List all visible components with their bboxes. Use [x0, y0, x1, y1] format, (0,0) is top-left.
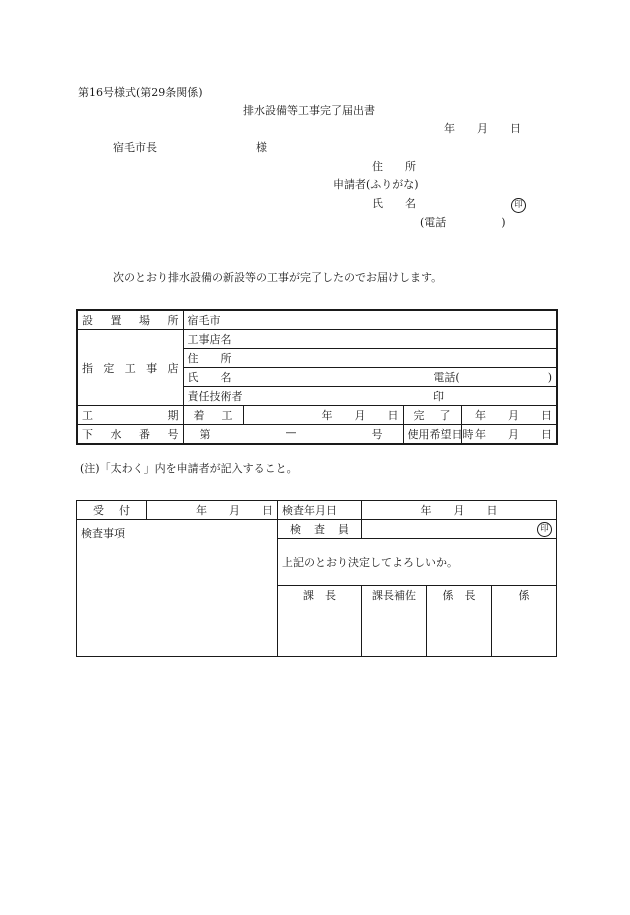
submission-date: 年 月 日 — [444, 122, 521, 135]
sewer-number-field[interactable] — [183, 425, 403, 445]
table-row — [77, 330, 557, 349]
document-title: 排水設備等工事完了届出書 — [243, 104, 375, 117]
inspector-field[interactable] — [362, 520, 557, 539]
use-date-field[interactable]: 年 月 日 — [461, 425, 557, 445]
applicant-address-label: 住 所 — [372, 160, 416, 173]
contractor-person-field[interactable] — [183, 368, 557, 387]
engineer-label: 責任技術者 — [187, 390, 243, 403]
inspection-date-field[interactable]: 年 月 日 — [362, 501, 557, 520]
deputy-chief-stamp[interactable] — [362, 604, 427, 657]
sewer-number-suffix: 号 — [371, 428, 383, 441]
applicant-name-label: 氏 名 — [372, 197, 416, 210]
contractor-address-field[interactable]: 住 所 — [183, 349, 557, 368]
sewer-number-prefix: 第 — [199, 428, 211, 441]
section-chief-stamp[interactable] — [278, 604, 362, 657]
table-row — [77, 425, 557, 445]
approval-text: 上記のとおり決定してよろしいか。 — [278, 539, 557, 586]
receipt-label: 受付 — [77, 501, 147, 520]
contractor-person-label: 氏 名 — [187, 371, 232, 384]
body-text: 次のとおり排水設備の新設等の工事が完了したのでお届けします。 — [113, 271, 443, 284]
end-date-field[interactable]: 年 月 日 — [461, 406, 557, 425]
inspection-items-label: 検査事項 — [81, 527, 125, 540]
inspector-label: 検査員 — [278, 520, 362, 539]
subsection-chief-label: 係 長 — [427, 586, 492, 605]
inspection-date-label: 検査年月日 — [278, 501, 362, 520]
addressee: 宿毛市長 — [113, 141, 157, 154]
contractor-name-field[interactable]: 工事店名 — [183, 330, 557, 349]
inspection-items-field[interactable] — [77, 520, 278, 657]
section-chief-label: 課 長 — [278, 586, 362, 605]
application-form-table — [76, 309, 558, 445]
start-label: 着工 — [183, 406, 243, 425]
table-row — [77, 310, 557, 330]
note: (注)「太わく」内を申請者が記入すること。 — [80, 462, 298, 475]
staff-label: 係 — [492, 586, 557, 605]
contractor-label: 指定工事店 — [77, 330, 183, 406]
table-row — [77, 406, 557, 425]
install-location-label: 設置場所 — [77, 310, 183, 330]
sewer-number-dash: — — [285, 426, 297, 439]
contractor-phone: 電話( ) — [433, 371, 552, 384]
sewer-number-label: 下水番号 — [77, 425, 183, 445]
table-row — [77, 501, 557, 520]
table-row — [77, 520, 557, 539]
receipt-date-field[interactable]: 年 月 日 — [147, 501, 278, 520]
end-label: 完了 — [403, 406, 461, 425]
engineer-field[interactable] — [183, 387, 557, 406]
period-label: 工期 — [77, 406, 183, 425]
office-use-table — [76, 500, 557, 657]
use-date-label: 使用希望日時 — [403, 425, 461, 445]
applicant-seal-icon: 印 — [511, 197, 526, 213]
install-location-field[interactable]: 宿毛市 — [183, 310, 557, 330]
subsection-chief-stamp[interactable] — [427, 604, 492, 657]
staff-stamp[interactable] — [492, 604, 557, 657]
form-number: 第16号様式(第29条関係) — [78, 86, 203, 99]
start-date-field[interactable]: 年 月 日 — [243, 406, 403, 425]
inspector-seal-icon: 印 — [537, 522, 552, 537]
applicant-label: 申請者(ふりがな) — [333, 178, 419, 191]
applicant-phone: (電話 ) — [420, 216, 506, 229]
engineer-seal: 印 — [433, 390, 444, 403]
deputy-chief-label: 課長補佐 — [362, 586, 427, 605]
honorific: 様 — [256, 141, 267, 154]
